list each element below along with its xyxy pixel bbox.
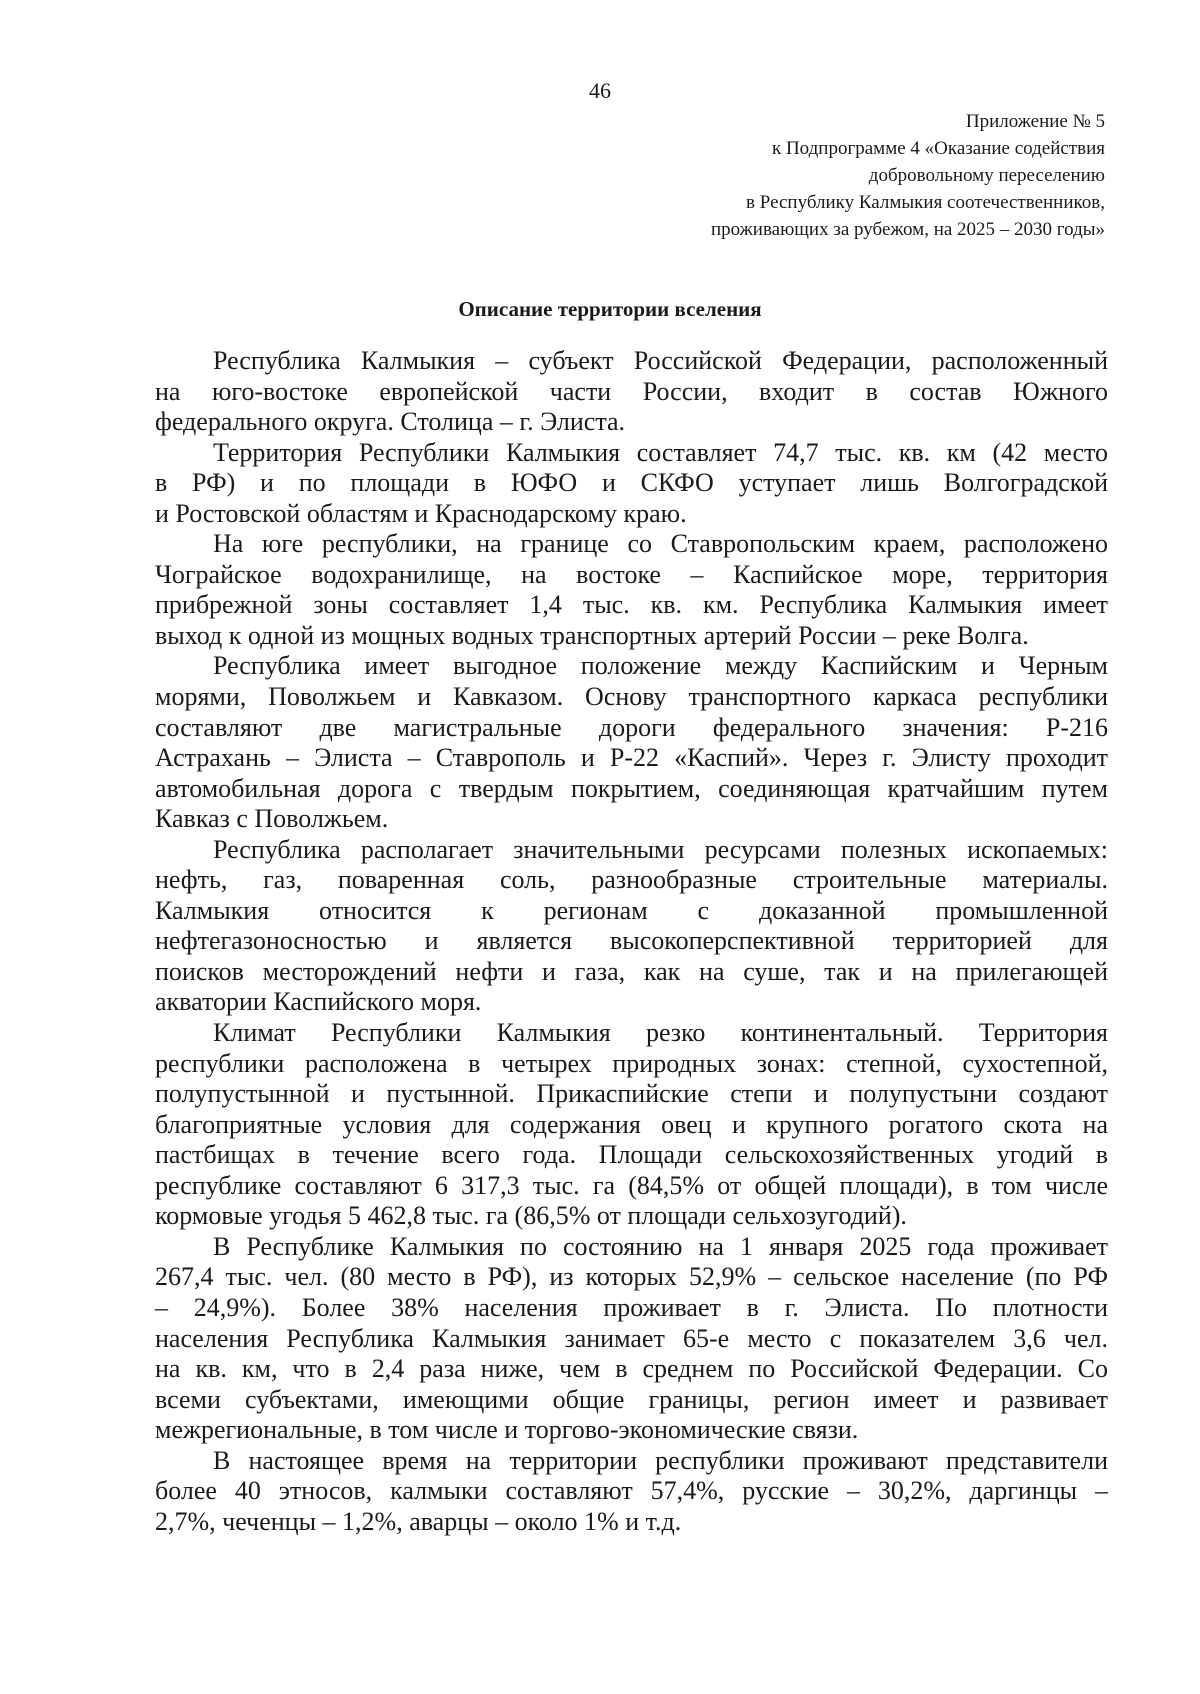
- paragraph-line: населения Республика Калмыкия занимает 65-е место с показателем 3,6 чел.: [155, 1323, 1108, 1353]
- paragraph-line: всеми субъектами, имеющими общие границы, регион имеет и развивает: [155, 1384, 1108, 1414]
- page-number: 46: [589, 78, 611, 103]
- paragraph-line: акватории Каспийского моря.: [155, 987, 482, 1017]
- paragraph-line: На юге республики, на границе со Ставропольским краем, расположено: [213, 529, 1108, 559]
- appendix-line: добровольному переселению: [868, 165, 1105, 186]
- paragraph-line: в РФ) и по площади в ЮФО и СКФО уступает лишь Волгоградской: [155, 468, 1108, 498]
- paragraph: [155, 1446, 1108, 1538]
- paragraph-line: нефтегазоносностью и является высокоперспективной территорией для: [155, 926, 1108, 956]
- paragraph: [155, 1018, 1108, 1232]
- document-title: Описание территории вселения: [458, 297, 762, 321]
- paragraph-line: Климат Республики Калмыкия резко континентальный. Территория: [213, 1018, 1108, 1048]
- appendix-line: в Республику Калмыкия соотечественников,: [746, 192, 1105, 213]
- paragraph-line: нефть, газ, поваренная соль, разнообразные строительные материалы.: [155, 865, 1108, 895]
- paragraph-line: В настоящее время на территории республики проживают представители: [213, 1445, 1108, 1475]
- paragraph-line: составляют две магистральные дороги федерального значения: Р-216: [155, 712, 1108, 742]
- paragraph-line: федерального округа. Столица – г. Элиста.: [155, 407, 626, 437]
- paragraph-line: более 40 этносов, калмыки составляют 57,4%, русские – 30,2%, даргинцы –: [155, 1476, 1108, 1506]
- paragraph-line: межрегиональные, в том числе и торгово-экономические связи.: [155, 1415, 859, 1445]
- paragraph-line: Республика располагает значительными ресурсами полезных ископаемых:: [213, 834, 1108, 864]
- paragraph: [155, 835, 1108, 1018]
- appendix-line: проживающих за рубежом, на 2025 – 2030 годы»: [710, 219, 1105, 240]
- paragraph: [155, 438, 1108, 530]
- paragraph-line: Территория Республики Калмыкия составляет 74,7 тыс. кв. км (42 место: [213, 437, 1108, 467]
- paragraph-line: благоприятные условия для содержания овец и крупного рогатого скота на: [155, 1109, 1108, 1139]
- paragraph-line: В Республике Калмыкия по состоянию на 1 января 2025 года проживает: [213, 1231, 1108, 1261]
- appendix-line: к Подпрограмме 4 «Оказание содействия: [771, 138, 1105, 159]
- paragraph: [155, 346, 1108, 438]
- paragraph: [155, 529, 1108, 651]
- paragraph-line: – 24,9%). Более 38% населения проживает в г. Элиста. По плотности: [155, 1292, 1108, 1322]
- appendix-header: [465, 108, 1105, 243]
- paragraph-line: республике составляют 6 317,3 тыс. га (84,5% от общей площади), в том числе: [155, 1170, 1108, 1200]
- paragraph-line: Калмыкия относится к регионам с доказанной промышленной: [155, 895, 1108, 925]
- document-body: [155, 346, 1108, 1537]
- paragraph: [155, 651, 1108, 834]
- paragraph-line: полупустынной и пустынной. Прикаспийские степи и полупустыни создают: [155, 1079, 1108, 1109]
- paragraph-line: 267,4 тыс. чел. (80 место в РФ), из которых 52,9% – сельское население (по РФ: [155, 1262, 1108, 1292]
- paragraph-line: 2,7%, чеченцы – 1,2%, аварцы – около 1% и т.д.: [155, 1506, 682, 1536]
- paragraph-line: и Ростовской областям и Краснодарскому краю.: [155, 498, 687, 528]
- paragraph-line: на юго-востоке европейской части России, входит в состав Южного: [155, 376, 1108, 406]
- paragraph-line: Чограйское водохранилище, на востоке – Каспийское море, территория: [155, 559, 1108, 589]
- paragraph-line: республики расположена в четырех природных зонах: степной, сухостепной,: [155, 1048, 1108, 1078]
- paragraph-line: Республика Калмыкия – субъект Российской Федерации, расположенный: [213, 346, 1108, 375]
- paragraph-line: кормовые угодья 5 462,8 тыс. га (86,5% от площади сельхозугодий).: [155, 1201, 907, 1231]
- paragraph-line: выход к одной из мощных водных транспортных артерий России – реке Волга.: [155, 620, 1029, 650]
- paragraph-line: Астрахань – Элиста – Ставрополь и Р-22 «Каспий». Через г. Элисту проходит: [155, 743, 1108, 773]
- paragraph-line: поисков месторождений нефти и газа, как на суше, так и на прилегающей: [155, 956, 1108, 986]
- paragraph-line: прибрежной зоны составляет 1,4 тыс. кв. км. Республика Калмыкия имеет: [155, 590, 1108, 620]
- paragraph-line: автомобильная дорога с твердым покрытием, соединяющая кратчайшим путем: [155, 773, 1108, 803]
- paragraph-line: морями, Поволжьем и Кавказом. Основу транспортного каркаса республики: [155, 682, 1108, 712]
- paragraph-line: Республика имеет выгодное положение между Каспийским и Черным: [213, 651, 1108, 681]
- paragraph: [155, 1232, 1108, 1446]
- paragraph-line: на кв. км, что в 2,4 раза ниже, чем в среднем по Российской Федерации. Со: [155, 1354, 1108, 1384]
- paragraph-line: Кавказ с Поволжьем.: [155, 804, 389, 834]
- paragraph-line: пастбищах в течение всего года. Площади сельскохозяйственных угодий в: [155, 1140, 1108, 1170]
- appendix-line: Приложение № 5: [965, 111, 1105, 132]
